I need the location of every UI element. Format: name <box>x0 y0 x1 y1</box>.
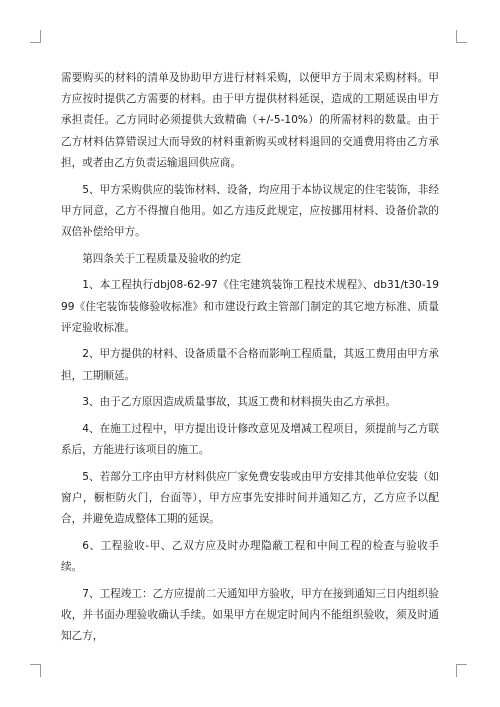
paragraph-clause-7: 7、工程竣工：乙方应提前二天通知甲方验收，甲方在接到通知三日内组织验收，并书面办理验收确认手续。如果甲方在规定时间内不能组织验收，须及时通知乙方， <box>61 587 439 643</box>
paragraph-clause-1: 1、本工程执行dbj08-62-97《住宅建筑装饰工程技术规程》、db31/t30-1999《住宅装饰装修验收标准》和市建设行政主管部门制定的其它地方标准、质量评定验收标准。 <box>61 279 439 334</box>
document-body <box>61 68 439 653</box>
crop-mark-bottom-right <box>456 664 467 677</box>
paragraph-clause-3: 3、由于乙方原因造成质量事故，其返工费和材料损失由乙方承担。 <box>82 396 397 409</box>
paragraph-clause-6: 6、工程验收-甲、乙双方应及时办理隐蔽工程和中间工程的检查与验收手续。 <box>61 540 439 574</box>
paragraph-clause-5: 5、甲方采购供应的装饰材料、设备，均应用于本协议规定的住宅装饰，非经甲方同意，乙方不得擅自他用。如乙方违反此规定，应按挪用材料、设备价款的双倍补偿给甲方。 <box>61 183 439 238</box>
crop-mark-top-right <box>456 30 467 43</box>
crop-mark-bottom-left <box>30 664 41 677</box>
paragraph-clause-5b: 5、若部分工序由甲方材料供应厂家免费安装或由甲方安排其他单位安装（如窗户，橱柜防火门，台面等），甲方应事先安排时间并通知乙方，乙方应予以配合，并避免造成整体工期的延误。 <box>61 470 439 526</box>
crop-mark-top-left <box>30 30 41 43</box>
article-heading: 第四条关于工程质量及验收的约定 <box>82 252 242 265</box>
paragraph-clause-4: 4、在施工过程中，甲方提出设计修改意见及增减工程项目，须提前与乙方联系后，方能进行该项目的施工。 <box>61 423 439 457</box>
paragraph-continued: 需要购买的材料的清单及协助甲方进行材料采购，以便甲方于周末采购材料。甲方应按时提供乙方需要的材料。由于甲方提供材料延误，造成的工期延误由甲方承担责任。乙方同时必须提供大致精确（+/-5-10%）的所需材料的数量。由于乙方材料估算错误过大而导致的材料重新购买或材料退回的交通费用将由乙方承担，或者由乙方负责运输退回供应商。 <box>61 72 439 169</box>
paragraph-clause-2: 2、甲方提供的材料、设备质量不合格而影响工程质量，其返工费用由甲方承担，工期顺延。 <box>61 348 439 382</box>
